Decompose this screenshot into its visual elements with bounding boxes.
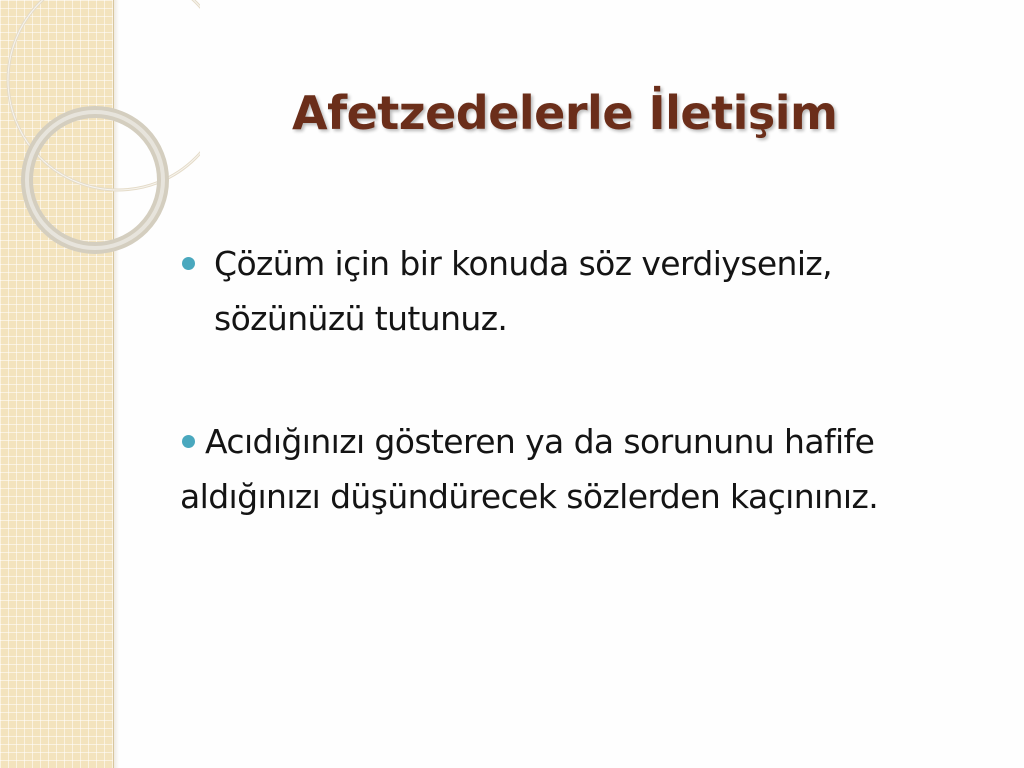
bullet-dot-icon <box>182 257 195 270</box>
bullet-text-line: aldığınızı düşündürecek sözlerden kaçınınız. <box>180 477 879 516</box>
bullet-text: Acıdığınızı gösteren ya da sorununu hafife <box>205 422 875 461</box>
bullet-dot-icon <box>182 435 195 448</box>
slide-title: Afetzedelerle İletişim <box>292 86 838 140</box>
decorative-circle-icon <box>0 0 200 260</box>
bullet-text-line-with-marker <box>180 414 1000 469</box>
bullet-text-line: Çözüm için bir konuda söz verdiyseniz, <box>214 244 833 283</box>
bullet-item <box>180 414 1000 524</box>
bullet-text-line: sözünüzü tutunuz. <box>214 299 508 338</box>
bullet-item <box>180 236 1000 346</box>
slide-content <box>180 236 1000 524</box>
decorative-circle-small-highlight <box>27 112 163 248</box>
decorative-circle-large-highlight <box>8 0 200 190</box>
decorative-circle-large <box>8 0 200 190</box>
